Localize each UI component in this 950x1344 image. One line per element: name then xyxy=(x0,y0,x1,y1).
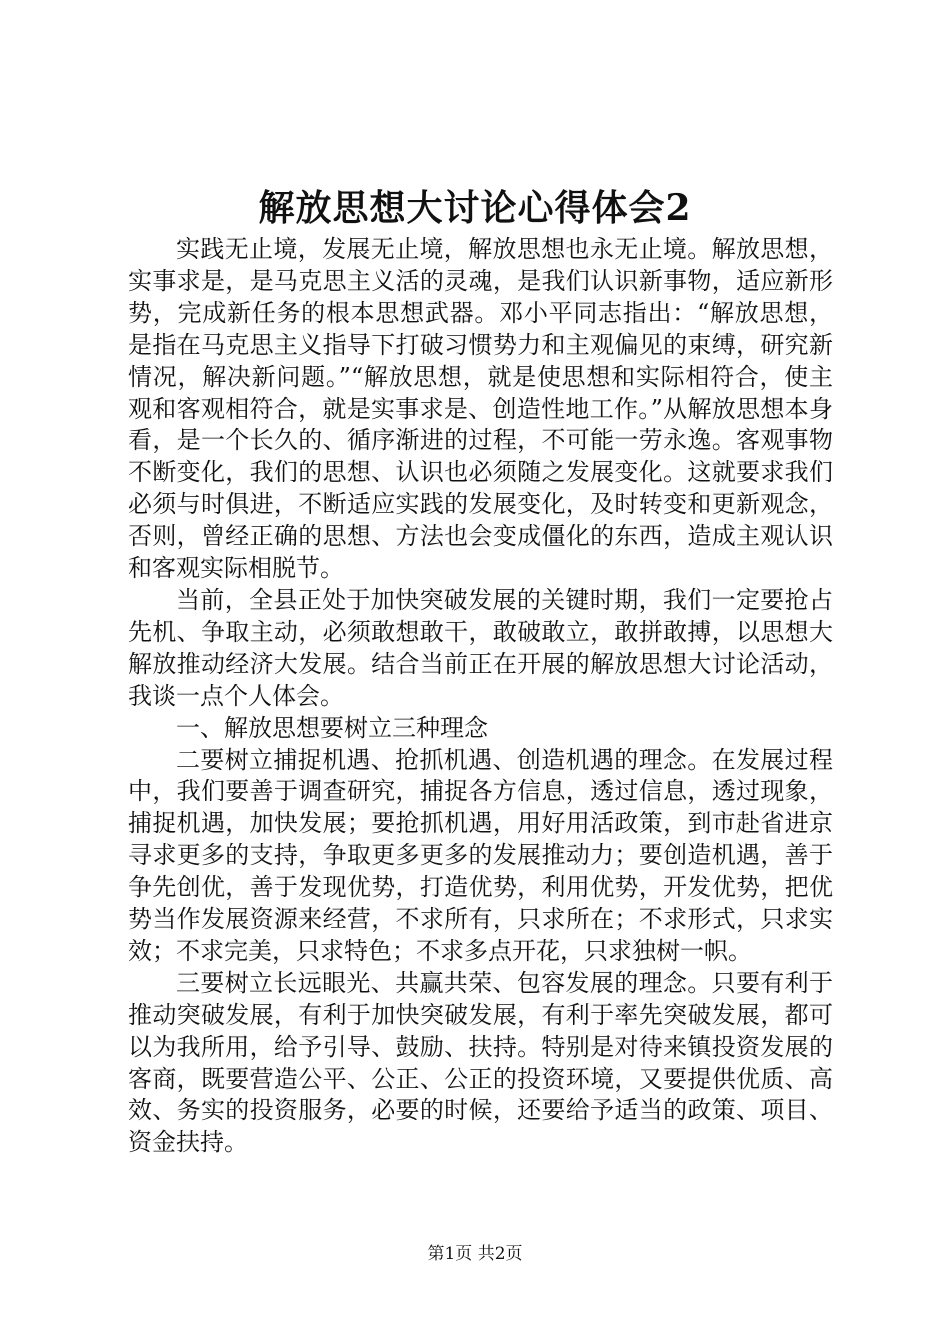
page-footer: 第1页 共2页 xyxy=(427,1244,523,1264)
paragraph-3: 二要树立捕捉机遇、抢抓机遇、创造机遇的理念。在发展过程中，我们要善于调查研究，捕捉各方信息，透过信息，透过现象，捕捉机遇，加快发展；要抢抓机遇，用好用活政策，到市赴省进京寻求更多的支持，争取更多更多的发展推动力；要创造机遇，善于争先创优，善于发现优势，打造优势，利用优势，开发优势，把优势当作发展资源来经营，不求所有，只求所在；不求形式，只求实效；不求完美，只求特色；不求多点开花，只求独树一帜。 xyxy=(128,745,833,965)
section-heading: 一、解放思想要树立三种理念 xyxy=(176,713,488,742)
paragraph-4: 三要树立长远眼光、共赢共荣、包容发展的理念。只要有利于推动突破发展，有利于加快突破发展，有利于率先突破发展，都可以为我所用，给予引导、鼓励、扶持。特别是对待来镇投资发展的客商，既要营造公平、公正、公正的投资环境，又要提供优质、高效、务实的投资服务，必要的时候，还要给予适当的政策、项目、资金扶持。 xyxy=(128,968,833,1157)
document-title: 解放思想大讨论心得体会2 xyxy=(258,187,692,229)
document-body xyxy=(128,234,833,1159)
paragraph-1: 实践无止境，发展无止境，解放思想也永无止境。解放思想，实事求是，是马克思主义活的灵魂，是我们认识新事物，适应新形势，完成新任务的根本思想武器。邓小平同志指出：“解放思想，是指在马克思主义指导下打破习惯势力和主观偏见的束缚，研究新情况，解决新问题。”“解放思想，就是使思想和实际相符合，使主观和客观相符合，就是实事求是、创造性地工作。”从解放思想本身看，是一个长久的、循序渐进的过程，不可能一劳永逸。客观事物不断变化，我们的思想、认识也必须随之发展变化。这就要求我们必须与时俱进，不断适应实践的发展变化，及时转变和更新观念，否则，曾经正确的思想、方法也会变成僵化的东西，造成主观认识和客观实际相脱节。 xyxy=(128,235,833,583)
paragraph-2: 当前，全县正处于加快突破发展的关键时期，我们一定要抢占先机、争取主动，必须敢想敢干，敢破敢立，敢拼敢搏，以思想大解放推动经济大发展。结合当前正在开展的解放思想大讨论活动，我谈一点个人体会。 xyxy=(128,585,833,710)
